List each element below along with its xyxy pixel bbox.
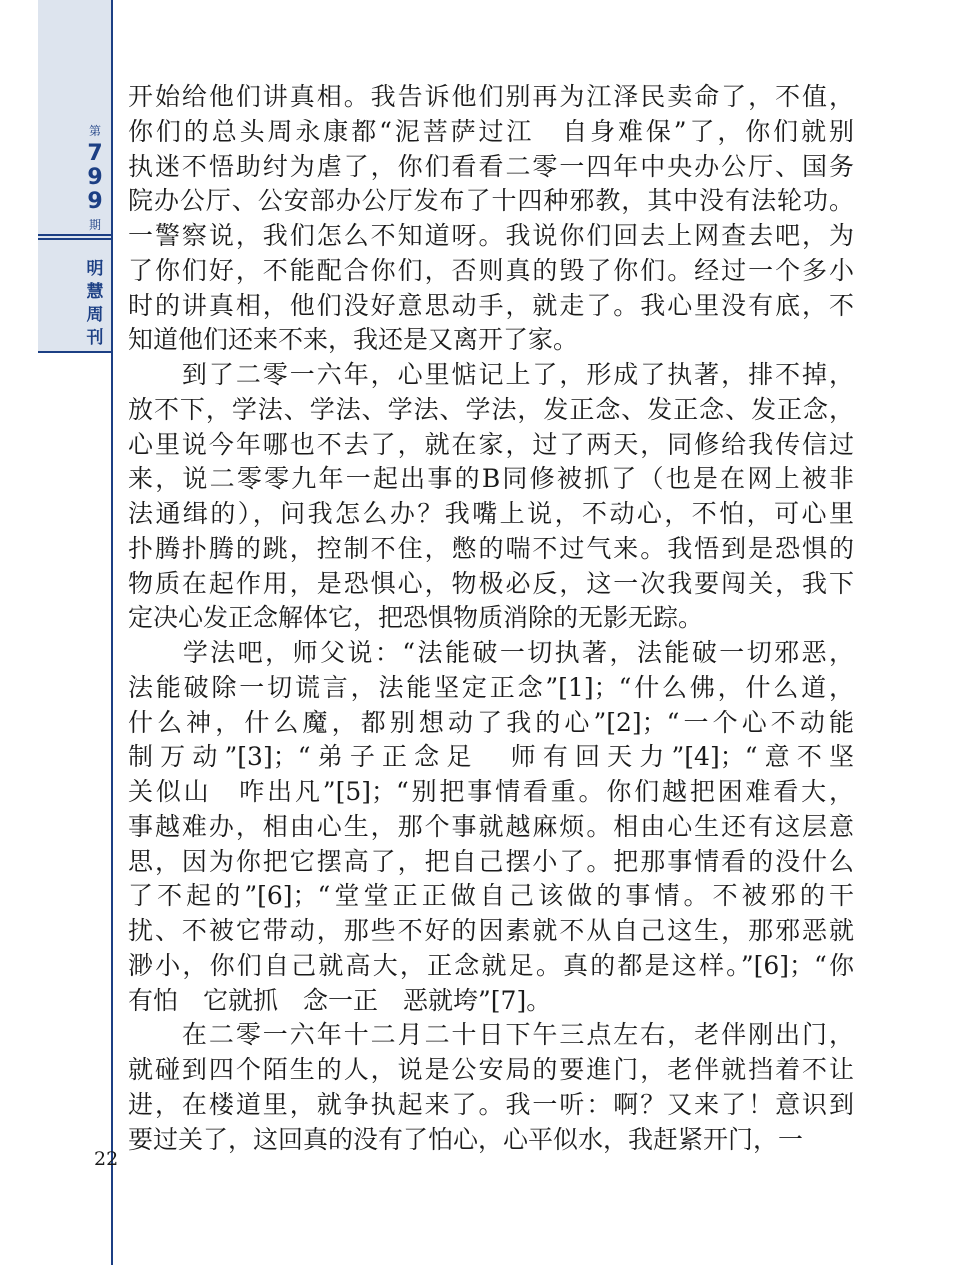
text-line: 学法吧，师父说：“法能破一切执著，法能破一切邪恶， (128, 638, 854, 667)
text-line: 什么神，什么魔，都别想动了我的心”[2]；“一个心不动能 (128, 707, 854, 737)
text-line: 事越难办，相由心生，那个事就越麻烦。相由心生还有这层意 (128, 811, 854, 841)
text-line: 制万动”[3]；“弟子正念足 师有回天力”[4]；“意不坚 (128, 742, 854, 772)
article-body (128, 80, 854, 1157)
sidebar-divider (38, 234, 112, 236)
text-line: 院办公厅、公安部办公厅发布了十四种邪教，其中没有法轮功。 (128, 186, 854, 216)
publication-char: 刊 (86, 328, 104, 348)
text-line: 了你们好，不能配合你们，否则真的毁了你们。经过一个多小 (128, 255, 854, 285)
text-line: 扑腾扑腾的跳，控制不住，憋的喘不过气来。我悟到是恐惧的 (128, 533, 854, 563)
page-number: 22 (94, 1148, 119, 1170)
text-line: 就碰到四个陌生的人，说是公安局的要進门，老伴就挡着不让 (128, 1055, 854, 1084)
text-line: 有怕 它就抓 念一正 恶就垮”[7]。 (128, 985, 552, 1015)
text-line: 物质在起作用，是恐惧心，物极必反，这一次我要闯关，我下 (128, 568, 854, 598)
sidebar-divider (38, 238, 112, 240)
issue-digit: 9 (87, 165, 103, 190)
text-line: 时的讲真相，他们没好意思动手，就走了。我心里没有底，不 (128, 290, 854, 320)
issue-number (78, 124, 112, 232)
text-line: 执迷不悟助纣为虐了，你们看看二零一四年中央办公厅、国务 (128, 151, 854, 181)
text-line: 关似山 咋出凡”[5]；“别把事情看重。你们越把困难看大， (128, 777, 854, 806)
text-line: 放不下，学法、学法、学法、学法，发正念、发正念、发正念， (128, 394, 854, 424)
publication-name (78, 258, 112, 350)
text-line: 你们的总头周永康都“泥菩萨过江 自身难保”了，你们就别 (128, 116, 854, 146)
text-line: 开始给他们讲真相。我告诉他们别再为江泽民卖命了，不值， (128, 82, 854, 111)
text-line: 到了二零一六年，心里惦记上了，形成了执著，排不掉， (128, 360, 854, 389)
text-line: 一警察说，我们怎么不知道呀。我说你们回去上网查去吧，为 (128, 221, 854, 250)
text-line: 扰、不被它带动，那些不好的因素就不从自己这生，那邪恶就 (128, 916, 854, 945)
text-line: 来，说二零零九年一起出事的B同修被抓了（也是在网上被非 (128, 464, 854, 494)
text-line: 渺小，你们自己就高大，正念就足。真的都是这样。”[6]；“你 (128, 950, 854, 980)
text-line: 思，因为你把它摆高了，把自己摆小了。把那事情看的没什么 (128, 846, 854, 876)
issue-suffix: 期 (88, 218, 101, 232)
issue-digit: 9 (87, 189, 103, 214)
text-line: 了不起的”[6]；“堂堂正正做自己该做的事情。不被邪的干 (128, 881, 854, 911)
text-line: 在二零一六年十二月二十日下午三点左右，老伴刚出门， (128, 1020, 854, 1050)
publication-char: 周 (86, 305, 104, 325)
text-line: 定决心发正念解体它，把恐惧物质消除的无影无踪。 (128, 603, 704, 633)
text-line: 进，在楼道里，就争执起来了。我一听：啊？又来了！意识到 (128, 1089, 854, 1119)
sidebar-bottom-rule (38, 351, 112, 353)
text-line: 知道他们还来不来，我还是又离开了家。 (128, 325, 579, 355)
issue-digits (87, 142, 102, 214)
issue-prefix: 第 (88, 124, 101, 138)
text-line: 法通缉的），问我怎么办？我嘴上说，不动心，不怕，可心里 (128, 499, 854, 528)
issue-digit: 7 (87, 141, 103, 166)
publication-char: 慧 (86, 282, 104, 302)
text-line: 心里说今年哪也不去了，就在家，过了两天，同修给我传信过 (128, 429, 854, 459)
publication-char: 明 (86, 259, 104, 279)
text-line: 要过关了，这回真的没有了怕心，心平似水，我赶紧开门，一 (128, 1124, 804, 1154)
text-line: 法能破除一切谎言，法能坚定正念”[1]；“什么佛，什么道， (128, 672, 854, 702)
